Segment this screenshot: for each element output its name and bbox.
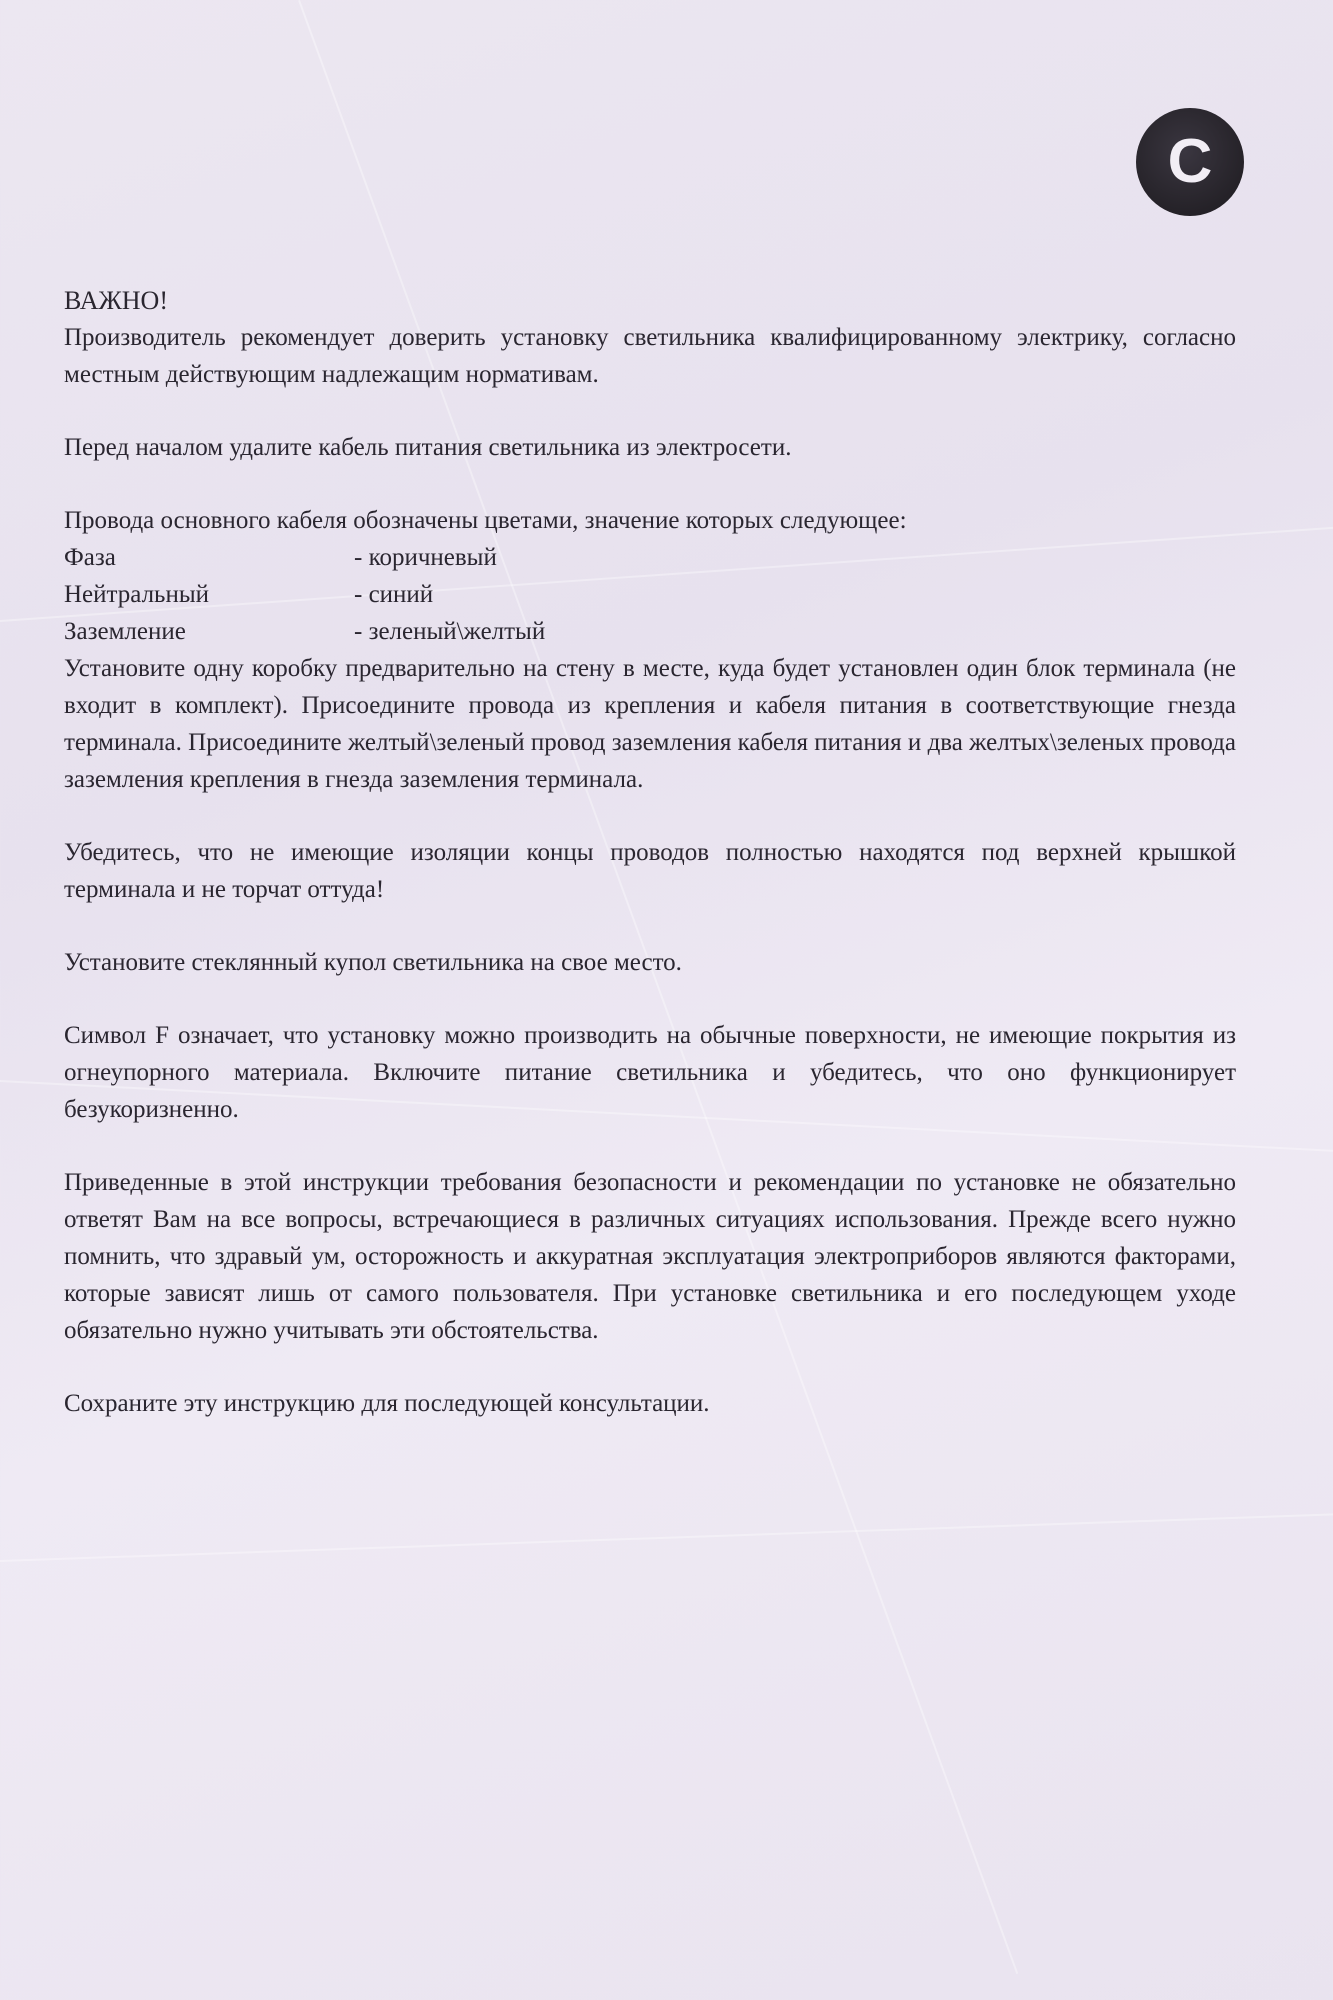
- instruction-text: [64, 282, 1236, 1422]
- paragraph-symbol-f: Символ F означает, что установку можно производить на обычные поверхности, не имеющие покрытия из огнеупорного материала. Включите питание светильника и убедитесь, что оно функционирует безукоризненно.: [64, 1022, 1236, 1123]
- paragraph-disconnect: Перед началом удалите кабель питания светильника из электросети.: [64, 434, 792, 461]
- wire-color: - зеленый\желтый: [354, 618, 546, 645]
- badge-letter: C: [1167, 127, 1213, 196]
- class-c-badge: [1136, 108, 1244, 216]
- wire-row-ground: [64, 613, 1236, 650]
- paragraph-wire-colors: Провода основного кабеля обозначены цветами, значение которых следующее:: [64, 507, 907, 534]
- important-heading: ВАЖНО!: [64, 286, 168, 315]
- wire-color-list: [64, 539, 1236, 650]
- paragraph-insulation: Убедитесь, что не имеющие изоляции концы проводов полностью находятся под верхней крышкой терминала и не торчат оттуда!: [64, 839, 1236, 903]
- wire-row-neutral: [64, 576, 1236, 613]
- paragraph-safety: Приведенные в этой инструкции требования безопасности и рекомендации по установке не обязательно ответят Вам на все вопросы, встречающиеся в различных ситуациях использования. Прежде всего нужно помнить, что здравый ум, осторожность и аккуратная эксплуатация электроприборов являются факторами, которые зависят лишь от самого пользователя. При установке светильника и его последующем уходе обязательно нужно учитывать эти обстоятельства.: [64, 1169, 1236, 1344]
- paragraph-electrician: Производитель рекомендует доверить установку светильника квалифицированному электрику, согласно местным действующим надлежащим нормативам.: [64, 324, 1236, 388]
- wire-color: - синий: [354, 581, 434, 608]
- paragraph-keep-instructions: Сохраните эту инструкцию для последующей консультации.: [64, 1390, 710, 1417]
- wire-name: Заземление: [64, 618, 186, 645]
- wire-name: Фаза: [64, 544, 116, 571]
- paragraph-glass-dome: Установите стеклянный купол светильника на свое место.: [64, 949, 682, 976]
- wire-row-phase: [64, 539, 1236, 576]
- paragraph-terminal-box: Установите одну коробку предварительно на стену в месте, куда будет установлен один блок терминала (не входит в комплект). Присоедините провода из крепления и кабеля питания в соответствующие гнезда терминала. Присоедините желтый\зеленый провод заземления кабеля питания и два желтых\зеленых провода заземления крепления в гнезда заземления терминала.: [64, 655, 1236, 793]
- wire-color: - коричневый: [354, 544, 497, 571]
- paper-crease: [0, 1511, 1333, 1562]
- wire-name: Нейтральный: [64, 581, 210, 608]
